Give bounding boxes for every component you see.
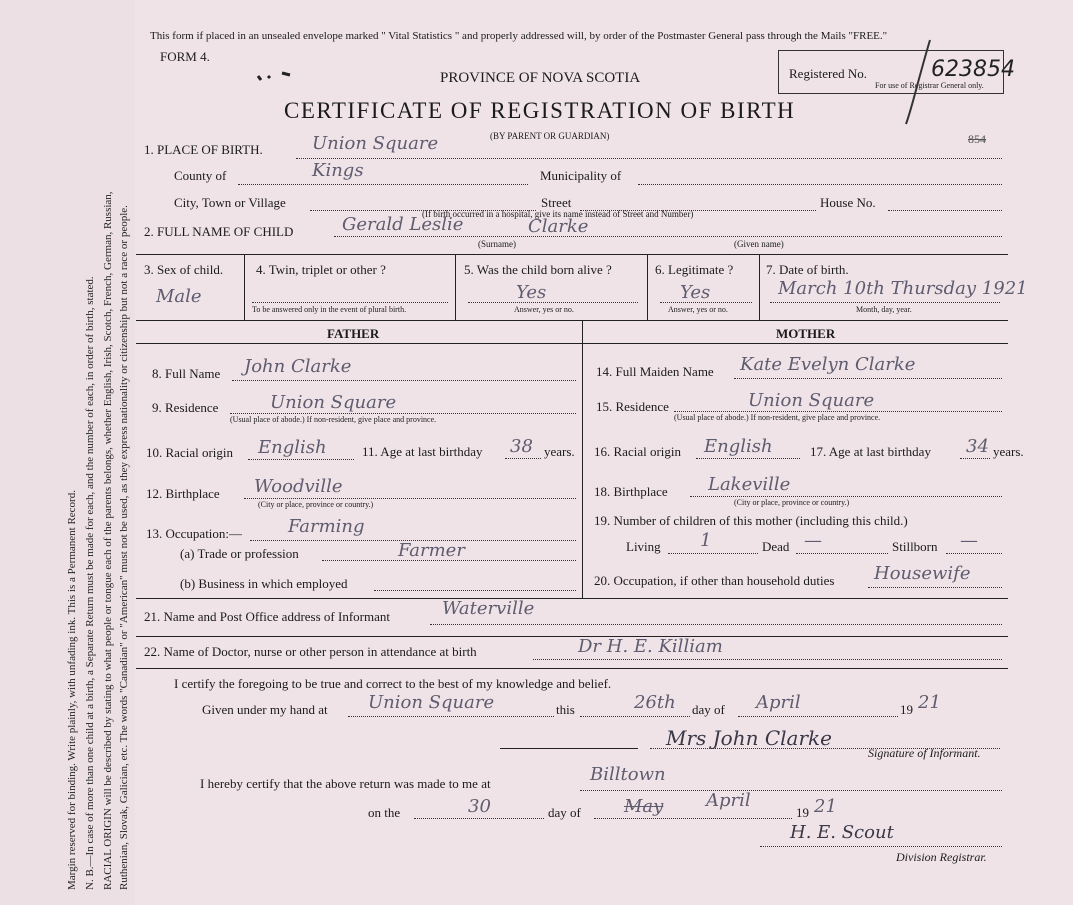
certify-day-value: 26th <box>634 692 676 713</box>
father-occupation-label: 13. Occupation:— <box>146 526 243 541</box>
father-name-value: John Clarke <box>244 356 352 377</box>
dead-value: — <box>804 530 822 551</box>
surname-caption: (Surname) <box>478 239 516 249</box>
sex-value: Male <box>156 286 202 307</box>
corner-mark: 854 <box>968 132 986 146</box>
informant-signature: Mrs John Clarke <box>666 726 832 750</box>
registrar-month-value: April <box>706 790 751 811</box>
child-surname-value: Clarke <box>528 216 589 237</box>
informant-value: Waterville <box>442 598 535 619</box>
place-of-birth-label: 1. PLACE OF BIRTH. <box>144 142 263 157</box>
this-label: this <box>556 702 575 717</box>
county-value: Kings <box>312 160 364 181</box>
alive-note: Answer, yes or no. <box>514 305 574 314</box>
registered-label: Registered No. <box>789 66 867 81</box>
dead-label: Dead <box>762 539 790 554</box>
child-given-value: Gerald Leslie <box>342 214 464 235</box>
stillborn-label: Stillborn <box>892 539 938 554</box>
registrar-signature: H. E. Scout <box>790 822 894 843</box>
father-age-value: 38 <box>510 436 533 457</box>
father-birthplace-label: 12. Birthplace <box>146 486 220 501</box>
date-value: March 10th Thursday 1921 <box>778 278 1028 299</box>
subtitle: (BY PARENT OR GUARDIAN) <box>490 131 610 141</box>
twin-label: 4. Twin, triplet or other ? <box>256 262 386 277</box>
legitimate-label: 6. Legitimate ? <box>655 262 734 277</box>
informant-label: 21. Name and Post Office address of Informant <box>144 609 390 624</box>
street-label: Street <box>541 195 572 210</box>
registrar-day-value: 30 <box>468 796 491 817</box>
informant-signature-label: Signature of Informant. <box>868 746 981 760</box>
father-name-label: 8. Full Name <box>152 366 221 381</box>
father-residence-note: (Usual place of abode.) If non-resident, give place and province. <box>230 415 437 424</box>
registrar-year-value: 21 <box>814 796 837 817</box>
given-under-label: Given under my hand at <box>202 702 328 717</box>
house-label: House No. <box>820 195 876 210</box>
mother-name-label: 14. Full Maiden Name <box>596 364 714 379</box>
province-heading: PROVINCE OF NOVA SCOTIA <box>440 70 641 86</box>
living-label: Living <box>626 539 661 554</box>
date-label: 7. Date of birth. <box>766 262 849 277</box>
ink-stroke <box>906 40 930 124</box>
mother-name-value: Kate Evelyn Clarke <box>740 354 916 375</box>
mother-racial-value: English <box>704 436 773 457</box>
father-birthplace-value: Woodville <box>254 476 343 497</box>
father-age-label: 11. Age at last birthday <box>362 444 483 459</box>
ink-specks <box>258 73 290 80</box>
father-occupation-value: Farming <box>288 516 365 537</box>
mother-residence-note: (Usual place of abode.) If non-resident, give place and province. <box>674 413 881 422</box>
father-heading: FATHER <box>327 326 380 341</box>
father-residence-value: Union Square <box>270 392 397 413</box>
mail-notice: This form if placed in an unsealed envelope marked " Vital Statistics " and properly addressed will, by order of the Postmaster General pass through the Mails "FREE." <box>150 30 888 42</box>
father-racial-label: 10. Racial origin <box>146 445 234 460</box>
mother-age-label: 17. Age at last birthday <box>810 444 931 459</box>
registrar-place-value: Billtown <box>590 764 666 785</box>
mother-age-value: 34 <box>966 436 989 457</box>
business-label: (b) Business in which employed <box>180 576 348 591</box>
mother-occupation-label: 20. Occupation, if other than household duties <box>594 573 835 588</box>
certify-year-prefix: 19 <box>900 702 913 717</box>
children-count-label: 19. Number of children of this mother (including this child.) <box>594 513 908 528</box>
twin-note: To be answered only in the event of plural birth. <box>252 305 407 314</box>
given-caption: (Given name) <box>734 239 784 249</box>
city-label: City, Town or Village <box>174 195 286 210</box>
mother-birthplace-value: Lakeville <box>708 474 791 495</box>
registrar-year-prefix: 19 <box>796 805 809 820</box>
mother-birthplace-label: 18. Birthplace <box>594 484 668 499</box>
margin-note-1: Margin reserved for binding. Write plainly, with unfading ink. This is a Permanent Record. <box>66 490 78 890</box>
on-the-label: on the <box>368 805 401 820</box>
registrar-text: I hereby certify that the above return was made to me at <box>200 776 491 791</box>
sex-label: 3. Sex of child. <box>144 262 224 277</box>
county-label: County of <box>174 168 227 183</box>
trade-label: (a) Trade or profession <box>180 546 299 561</box>
mother-heading: MOTHER <box>776 326 836 341</box>
doctor-value: Dr H. E. Killiam <box>578 636 723 657</box>
certify-dayof-label: day of <box>692 702 725 717</box>
alive-label: 5. Was the child born alive ? <box>464 262 612 277</box>
father-years-label: years. <box>544 444 575 459</box>
alive-value: Yes <box>516 282 547 303</box>
registered-number: 623854 <box>931 57 1015 82</box>
father-racial-value: English <box>258 437 327 458</box>
margin-note-2: N. B.—In case of more than one child at a birth, a Separate Return must be made for each, and the number of each, in order of birth, stated. <box>84 276 96 890</box>
mother-years-label: years. <box>993 444 1024 459</box>
father-residence-label: 9. Residence <box>152 400 219 415</box>
registrar-signature-label: Division Registrar. <box>896 850 987 864</box>
margin-note-3: RACIAL ORIGIN will be described by stating to what people or tongue each of the parents belongs, whether English, Irish, Scotch, French, German, Russian, <box>102 191 114 890</box>
hospital-note: (If birth occurred in a hospital, give its name instead of Street and Number) <box>422 209 694 219</box>
registrar-note: For use of Registrar General only. <box>875 81 984 90</box>
registrar-struck-month: May <box>624 796 664 817</box>
certify-month-value: April <box>756 692 801 713</box>
municipality-label: Municipality of <box>540 168 622 183</box>
date-note: Month, day, year. <box>856 305 912 314</box>
child-name-label: 2. FULL NAME OF CHILD <box>144 224 294 239</box>
place-of-birth-value: Union Square <box>312 133 439 154</box>
margin-note-4: Ruthenian, Slovak, Galician, etc. The words "Canadian" or "American" must not be used, as they express nationality or citizenship but not a race or people. <box>118 205 130 890</box>
mother-residence-value: Union Square <box>748 390 875 411</box>
mother-birthplace-note: (City or place, province or country.) <box>734 498 850 507</box>
doctor-label: 22. Name of Doctor, nurse or other person in attendance at birth <box>144 644 477 659</box>
stillborn-value: — <box>960 530 978 551</box>
living-value: 1 <box>700 530 712 551</box>
mother-residence-label: 15. Residence <box>596 399 669 414</box>
legitimate-note: Answer, yes or no. <box>668 305 728 314</box>
mother-occupation-value: Housewife <box>874 563 971 584</box>
legitimate-value: Yes <box>680 282 711 303</box>
father-birthplace-note: (City or place, province or country.) <box>258 500 374 509</box>
registrar-dayof-label: day of <box>548 805 581 820</box>
page-title: CERTIFICATE OF REGISTRATION OF BIRTH <box>284 98 796 123</box>
form-number: FORM 4. <box>160 49 210 64</box>
certify-year-value: 21 <box>918 692 941 713</box>
given-place-value: Union Square <box>368 692 495 713</box>
trade-value: Farmer <box>398 540 465 561</box>
mother-racial-label: 16. Racial origin <box>594 444 682 459</box>
certify-text: I certify the foregoing to be true and correct to the best of my knowledge and belief. <box>174 676 612 691</box>
